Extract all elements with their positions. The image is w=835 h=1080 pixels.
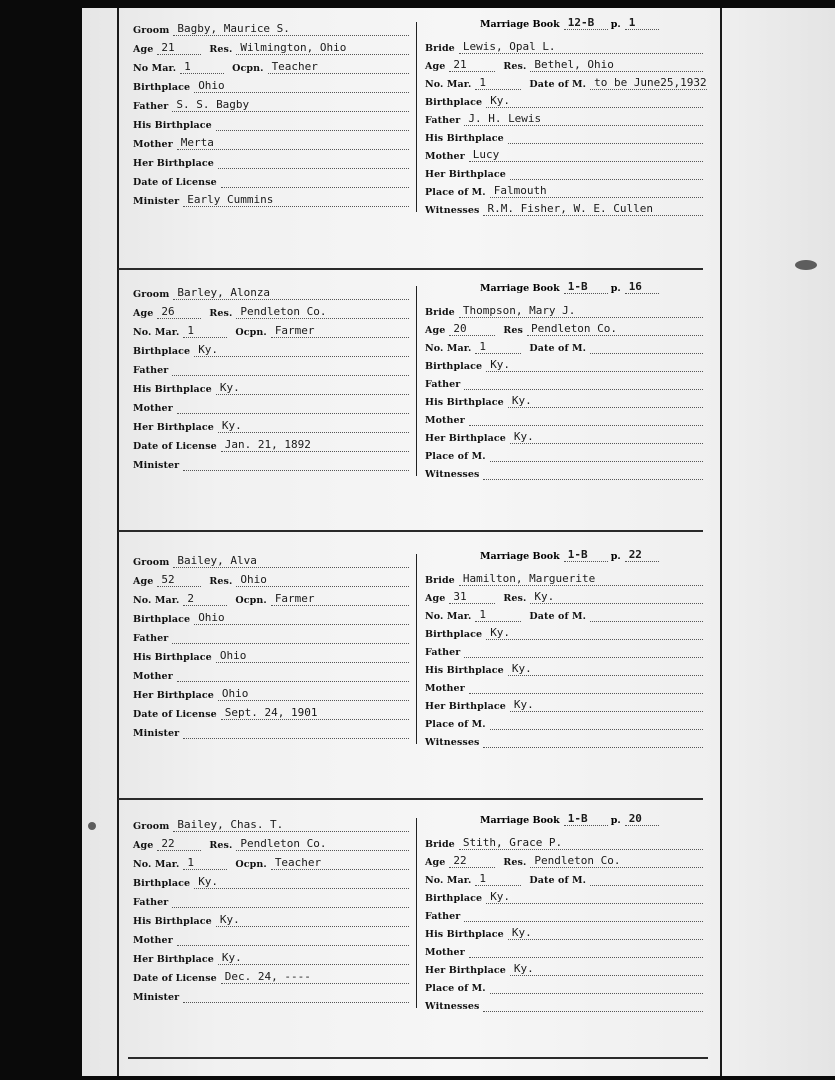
groom-ocpn-value: Teacher bbox=[271, 857, 409, 870]
bride-his-birthplace-row bbox=[425, 390, 703, 408]
bride-her-birthplace-label: Her Birthplace bbox=[425, 701, 506, 712]
bride-his-birthplace-label: His Birthplace bbox=[425, 665, 504, 676]
groom-date-of-license-label: Date of License bbox=[133, 441, 217, 452]
groom-mother-label: Mother bbox=[133, 671, 173, 682]
groom-minister-row bbox=[133, 721, 409, 739]
groom-mother-row bbox=[133, 132, 409, 150]
bride-birthplace-row bbox=[425, 622, 703, 640]
bride-place-of-m-row bbox=[425, 444, 703, 462]
record-separator bbox=[118, 268, 703, 270]
bride-date-of-m-value: to be June25,1932 bbox=[590, 77, 707, 90]
marriage-book-value: 1-B bbox=[564, 549, 608, 562]
bride-mother-value: Lucy bbox=[469, 149, 703, 162]
bride-date-of-m-label: Date of M. bbox=[529, 875, 587, 886]
bride-res-value: Pendleton Co. bbox=[527, 323, 703, 336]
bride-date-of-m-label: Date of M. bbox=[529, 611, 587, 622]
groom-no-mar-value: 1 bbox=[183, 325, 227, 338]
groom-date-of-license-row bbox=[133, 966, 409, 984]
groom-no-mar-label: No. Mar. bbox=[133, 859, 180, 870]
groom-no-mar-row bbox=[133, 56, 409, 74]
bride-no-mar-label: No. Mar. bbox=[425, 611, 472, 622]
groom-minister-row bbox=[133, 985, 409, 1003]
groom-mother-row bbox=[133, 396, 409, 414]
groom-res-value: Pendleton Co. bbox=[236, 306, 409, 319]
bride-birthplace-label: Birthplace bbox=[425, 97, 483, 108]
bride-witnesses-row bbox=[425, 730, 703, 748]
bride-value: Thompson, Mary J. bbox=[459, 305, 703, 318]
groom-mother-label: Mother bbox=[133, 935, 173, 946]
groom-birthplace-label: Birthplace bbox=[133, 878, 191, 889]
bride-her-birthplace-label: Her Birthplace bbox=[425, 433, 506, 444]
groom-date-of-license-value: Sept. 24, 1901 bbox=[221, 707, 409, 720]
bride-father-label: Father bbox=[425, 911, 461, 922]
page-value: 16 bbox=[625, 281, 659, 294]
bride-place-of-m-value: Falmouth bbox=[490, 185, 703, 198]
bride-his-birthplace-row bbox=[425, 922, 703, 940]
groom-birthplace-value: Ohio bbox=[194, 80, 409, 93]
groom-his-birthplace-value: Ky. bbox=[216, 914, 409, 927]
page-value: 1 bbox=[625, 17, 659, 30]
groom-ocpn-label: Ocpn. bbox=[235, 859, 267, 870]
bride-her-birthplace-label: Her Birthplace bbox=[425, 965, 506, 976]
groom-label: Groom bbox=[133, 821, 170, 832]
groom-minister-value bbox=[183, 470, 409, 471]
groom-age-row bbox=[133, 37, 409, 55]
groom-no-mar-row bbox=[133, 852, 409, 870]
bride-no-mar-label: No. Mar. bbox=[425, 875, 472, 886]
groom-value: Bailey, Alva bbox=[173, 555, 409, 568]
bride-no-mar-value: 1 bbox=[475, 341, 521, 354]
bride-value: Stith, Grace P. bbox=[459, 837, 703, 850]
bride-birthplace-value: Ky. bbox=[486, 891, 703, 904]
groom-his-birthplace-label: His Birthplace bbox=[133, 384, 212, 395]
marriage-book-value: 1-B bbox=[564, 281, 608, 294]
marriage-book-label: Marriage Book bbox=[480, 283, 560, 294]
bride-age-label: Age bbox=[425, 61, 446, 72]
groom-no-mar-row bbox=[133, 588, 409, 606]
groom-his-birthplace-value bbox=[216, 130, 409, 131]
groom-birthplace-label: Birthplace bbox=[133, 82, 191, 93]
groom-his-birthplace-row bbox=[133, 377, 409, 395]
column-divider bbox=[416, 22, 417, 212]
groom-res-label: Res. bbox=[209, 308, 233, 319]
bride-label: Bride bbox=[425, 575, 455, 586]
bride-res-value: Pendleton Co. bbox=[530, 855, 703, 868]
bride-res-value: Bethel, Ohio bbox=[530, 59, 703, 72]
groom-row bbox=[133, 814, 409, 832]
groom-her-birthplace-label: Her Birthplace bbox=[133, 422, 214, 433]
groom-minister-label: Minister bbox=[133, 728, 180, 739]
groom-father-value: S. S. Bagby bbox=[172, 99, 409, 112]
groom-father-label: Father bbox=[133, 633, 169, 644]
bride-her-birthplace-row bbox=[425, 162, 703, 180]
bride-father-label: Father bbox=[425, 647, 461, 658]
bride-mother-row bbox=[425, 144, 703, 162]
groom-his-birthplace-value: Ohio bbox=[216, 650, 409, 663]
bride-res-label: Res bbox=[503, 325, 523, 336]
bride-no-mar-row bbox=[425, 604, 703, 622]
marriage-book-value: 12-B bbox=[564, 17, 608, 30]
groom-res-label: Res. bbox=[209, 44, 233, 55]
right-margin-rule bbox=[720, 8, 722, 1076]
groom-value: Barley, Alonza bbox=[173, 287, 409, 300]
groom-her-birthplace-row bbox=[133, 947, 409, 965]
groom-ocpn-label: Ocpn. bbox=[232, 63, 264, 74]
bride-his-birthplace-label: His Birthplace bbox=[425, 397, 504, 408]
bride-father-row bbox=[425, 108, 703, 126]
groom-her-birthplace-value: Ky. bbox=[218, 952, 409, 965]
groom-label: Groom bbox=[133, 25, 170, 36]
groom-mother-row bbox=[133, 664, 409, 682]
bride-birthplace-label: Birthplace bbox=[425, 893, 483, 904]
groom-minister-label: Minister bbox=[133, 196, 180, 207]
groom-date-of-license-value bbox=[221, 187, 409, 188]
groom-birthplace-row bbox=[133, 75, 409, 93]
bride-value: Hamilton, Marguerite bbox=[459, 573, 703, 586]
bride-witnesses-label: Witnesses bbox=[425, 737, 480, 748]
bride-age-label: Age bbox=[425, 593, 446, 604]
bride-witnesses-value bbox=[483, 1011, 703, 1012]
bride-birthplace-label: Birthplace bbox=[425, 361, 483, 372]
groom-father-row bbox=[133, 626, 409, 644]
bride-age-label: Age bbox=[425, 857, 446, 868]
bride-row bbox=[425, 568, 703, 586]
bride-mother-row bbox=[425, 408, 703, 426]
marriage-book-ref bbox=[480, 276, 659, 294]
bride-his-birthplace-row bbox=[425, 126, 703, 144]
groom-minister-row bbox=[133, 453, 409, 471]
groom-minister-value bbox=[183, 738, 409, 739]
groom-her-birthplace-value: Ky. bbox=[218, 420, 409, 433]
groom-birthplace-label: Birthplace bbox=[133, 346, 191, 357]
bride-birthplace-row bbox=[425, 354, 703, 372]
groom-value: Bailey, Chas. T. bbox=[173, 819, 409, 832]
ink-smudge bbox=[88, 822, 96, 830]
groom-birthplace-value: Ky. bbox=[194, 876, 409, 889]
groom-mother-value: Merta bbox=[177, 137, 409, 150]
marriage-book-ref bbox=[480, 544, 659, 562]
groom-date-of-license-label: Date of License bbox=[133, 177, 217, 188]
bride-mother-row bbox=[425, 676, 703, 694]
groom-res-value: Ohio bbox=[236, 574, 409, 587]
bride-place-of-m-label: Place of M. bbox=[425, 451, 486, 462]
bride-label: Bride bbox=[425, 43, 455, 54]
groom-mother-label: Mother bbox=[133, 403, 173, 414]
bride-her-birthplace-row bbox=[425, 958, 703, 976]
groom-father-value bbox=[172, 907, 409, 908]
groom-no-mar-value: 1 bbox=[180, 61, 224, 74]
groom-date-of-license-value: Dec. 24, ---- bbox=[221, 971, 409, 984]
groom-mother-value bbox=[177, 681, 409, 682]
groom-her-birthplace-value bbox=[218, 168, 409, 169]
groom-minister-row bbox=[133, 189, 409, 207]
bride-witnesses-label: Witnesses bbox=[425, 205, 480, 216]
bride-father-label: Father bbox=[425, 379, 461, 390]
groom-father-label: Father bbox=[133, 101, 169, 112]
ink-smudge bbox=[795, 260, 817, 270]
groom-minister-value bbox=[183, 1002, 409, 1003]
groom-res-label: Res. bbox=[209, 840, 233, 851]
bride-mother-label: Mother bbox=[425, 415, 465, 426]
groom-father-label: Father bbox=[133, 897, 169, 908]
bride-witnesses-value bbox=[483, 479, 703, 480]
bride-her-birthplace-label: Her Birthplace bbox=[425, 169, 506, 180]
groom-no-mar-label: No Mar. bbox=[133, 63, 177, 74]
groom-birthplace-value: Ohio bbox=[194, 612, 409, 625]
page-value: 22 bbox=[625, 549, 659, 562]
groom-date-of-license-row bbox=[133, 434, 409, 452]
groom-his-birthplace-row bbox=[133, 909, 409, 927]
bride-date-of-m-label: Date of M. bbox=[529, 343, 587, 354]
groom-minister-value: Early Cummins bbox=[183, 194, 409, 207]
groom-minister-label: Minister bbox=[133, 460, 180, 471]
groom-label: Groom bbox=[133, 557, 170, 568]
groom-age-value: 21 bbox=[157, 42, 201, 55]
bride-his-birthplace-row bbox=[425, 658, 703, 676]
bride-age-label: Age bbox=[425, 325, 446, 336]
groom-ocpn-value: Farmer bbox=[271, 325, 409, 338]
bride-row bbox=[425, 300, 703, 318]
bride-age-row bbox=[425, 54, 703, 72]
bride-birthplace-row bbox=[425, 886, 703, 904]
bride-witnesses-value: R.M. Fisher, W. E. Cullen bbox=[483, 203, 703, 216]
groom-father-value bbox=[172, 375, 409, 376]
groom-age-label: Age bbox=[133, 576, 154, 587]
bride-row bbox=[425, 832, 703, 850]
bride-age-row bbox=[425, 586, 703, 604]
bride-res-label: Res. bbox=[503, 593, 527, 604]
bride-place-of-m-label: Place of M. bbox=[425, 983, 486, 994]
groom-mother-value bbox=[177, 413, 409, 414]
groom-father-row bbox=[133, 890, 409, 908]
groom-date-of-license-row bbox=[133, 702, 409, 720]
groom-no-mar-value: 1 bbox=[183, 857, 227, 870]
groom-birthplace-row bbox=[133, 339, 409, 357]
groom-age-value: 22 bbox=[157, 838, 201, 851]
groom-age-row bbox=[133, 301, 409, 319]
bride-place-of-m-row bbox=[425, 976, 703, 994]
bride-no-mar-value: 1 bbox=[475, 873, 521, 886]
marriage-book-ref bbox=[480, 12, 659, 30]
groom-row bbox=[133, 282, 409, 300]
page-label: p. bbox=[610, 815, 621, 826]
left-margin-rule bbox=[117, 8, 119, 1076]
bride-her-birthplace-value: Ky. bbox=[510, 699, 703, 712]
bride-age-value: 21 bbox=[449, 59, 495, 72]
bride-age-row bbox=[425, 850, 703, 868]
groom-his-birthplace-value: Ky. bbox=[216, 382, 409, 395]
groom-mother-label: Mother bbox=[133, 139, 173, 150]
groom-his-birthplace-row bbox=[133, 645, 409, 663]
bride-birthplace-row bbox=[425, 90, 703, 108]
bride-place-of-m-label: Place of M. bbox=[425, 719, 486, 730]
bride-age-value: 20 bbox=[449, 323, 495, 336]
groom-ocpn-label: Ocpn. bbox=[235, 595, 267, 606]
groom-age-value: 26 bbox=[157, 306, 201, 319]
groom-no-mar-label: No. Mar. bbox=[133, 327, 180, 338]
groom-ocpn-value: Farmer bbox=[271, 593, 409, 606]
groom-age-value: 52 bbox=[157, 574, 201, 587]
record-separator bbox=[118, 798, 703, 800]
groom-father-value bbox=[172, 643, 409, 644]
bride-res-label: Res. bbox=[503, 857, 527, 868]
groom-age-label: Age bbox=[133, 840, 154, 851]
groom-his-birthplace-label: His Birthplace bbox=[133, 916, 212, 927]
bride-label: Bride bbox=[425, 307, 455, 318]
bride-no-mar-row bbox=[425, 336, 703, 354]
bride-his-birthplace-value: Ky. bbox=[508, 927, 703, 940]
groom-age-label: Age bbox=[133, 308, 154, 319]
groom-her-birthplace-label: Her Birthplace bbox=[133, 954, 214, 965]
page-label: p. bbox=[610, 19, 621, 30]
bride-label: Bride bbox=[425, 839, 455, 850]
bride-mother-label: Mother bbox=[425, 683, 465, 694]
bride-witnesses-value bbox=[483, 747, 703, 748]
groom-mother-row bbox=[133, 928, 409, 946]
bride-father-row bbox=[425, 640, 703, 658]
groom-date-of-license-value: Jan. 21, 1892 bbox=[221, 439, 409, 452]
bride-row bbox=[425, 36, 703, 54]
groom-his-birthplace-label: His Birthplace bbox=[133, 652, 212, 663]
bride-birthplace-value: Ky. bbox=[486, 359, 703, 372]
groom-row bbox=[133, 550, 409, 568]
bride-birthplace-label: Birthplace bbox=[425, 629, 483, 640]
groom-birthplace-row bbox=[133, 607, 409, 625]
bride-his-birthplace-value: Ky. bbox=[508, 663, 703, 676]
bride-mother-label: Mother bbox=[425, 151, 465, 162]
groom-his-birthplace-row bbox=[133, 113, 409, 131]
bride-place-of-m-row bbox=[425, 180, 703, 198]
bride-place-of-m-label: Place of M. bbox=[425, 187, 486, 198]
column-divider bbox=[416, 818, 417, 1008]
bride-res-value: Ky. bbox=[530, 591, 703, 604]
bride-witnesses-row bbox=[425, 198, 703, 216]
bride-date-of-m-label: Date of M. bbox=[529, 79, 587, 90]
bride-his-birthplace-label: His Birthplace bbox=[425, 133, 504, 144]
bride-no-mar-row bbox=[425, 72, 707, 90]
bride-witnesses-label: Witnesses bbox=[425, 469, 480, 480]
bride-mother-row bbox=[425, 940, 703, 958]
record-separator bbox=[118, 530, 703, 532]
bride-her-birthplace-row bbox=[425, 694, 703, 712]
bride-birthplace-value: Ky. bbox=[486, 95, 703, 108]
groom-her-birthplace-label: Her Birthplace bbox=[133, 158, 214, 169]
bride-father-label: Father bbox=[425, 115, 461, 126]
groom-no-mar-value: 2 bbox=[183, 593, 227, 606]
groom-date-of-license-row bbox=[133, 170, 409, 188]
bride-his-birthplace-value: Ky. bbox=[508, 395, 703, 408]
groom-birthplace-value: Ky. bbox=[194, 344, 409, 357]
bride-value: Lewis, Opal L. bbox=[459, 41, 703, 54]
groom-no-mar-label: No. Mar. bbox=[133, 595, 180, 606]
bride-no-mar-row bbox=[425, 868, 703, 886]
marriage-book-label: Marriage Book bbox=[480, 815, 560, 826]
bride-her-birthplace-value: Ky. bbox=[510, 431, 703, 444]
bride-mother-label: Mother bbox=[425, 947, 465, 958]
groom-father-row bbox=[133, 94, 409, 112]
groom-date-of-license-label: Date of License bbox=[133, 973, 217, 984]
column-divider bbox=[416, 554, 417, 744]
groom-her-birthplace-row bbox=[133, 683, 409, 701]
groom-no-mar-row bbox=[133, 320, 409, 338]
bride-age-value: 31 bbox=[449, 591, 495, 604]
bride-no-mar-value: 1 bbox=[475, 609, 521, 622]
marriage-book-label: Marriage Book bbox=[480, 551, 560, 562]
marriage-book-label: Marriage Book bbox=[480, 19, 560, 30]
bride-no-mar-label: No. Mar. bbox=[425, 343, 472, 354]
groom-minister-label: Minister bbox=[133, 992, 180, 1003]
column-divider bbox=[416, 286, 417, 476]
bride-father-value: J. H. Lewis bbox=[464, 113, 703, 126]
groom-birthplace-row bbox=[133, 871, 409, 889]
groom-his-birthplace-label: His Birthplace bbox=[133, 120, 212, 131]
page-label: p. bbox=[610, 551, 621, 562]
groom-res-label: Res. bbox=[209, 576, 233, 587]
bride-witnesses-row bbox=[425, 462, 703, 480]
bride-birthplace-value: Ky. bbox=[486, 627, 703, 640]
groom-label: Groom bbox=[133, 289, 170, 300]
groom-birthplace-label: Birthplace bbox=[133, 614, 191, 625]
groom-father-label: Father bbox=[133, 365, 169, 376]
bride-witnesses-label: Witnesses bbox=[425, 1001, 480, 1012]
bride-her-birthplace-value: Ky. bbox=[510, 963, 703, 976]
bride-no-mar-label: No. Mar. bbox=[425, 79, 472, 90]
groom-age-row bbox=[133, 569, 409, 587]
bride-his-birthplace-label: His Birthplace bbox=[425, 929, 504, 940]
page-label: p. bbox=[610, 283, 621, 294]
groom-ocpn-value: Teacher bbox=[268, 61, 409, 74]
bride-age-value: 22 bbox=[449, 855, 495, 868]
bride-father-row bbox=[425, 372, 703, 390]
marriage-book-ref bbox=[480, 808, 659, 826]
marriage-book-value: 1-B bbox=[564, 813, 608, 826]
groom-mother-value bbox=[177, 945, 409, 946]
bride-father-row bbox=[425, 904, 703, 922]
bride-her-birthplace-row bbox=[425, 426, 703, 444]
bride-age-row bbox=[425, 318, 703, 336]
groom-age-label: Age bbox=[133, 44, 154, 55]
groom-value: Bagby, Maurice S. bbox=[173, 23, 409, 36]
groom-res-value: Pendleton Co. bbox=[236, 838, 409, 851]
bride-res-label: Res. bbox=[503, 61, 527, 72]
groom-age-row bbox=[133, 833, 409, 851]
groom-res-value: Wilmington, Ohio bbox=[236, 42, 409, 55]
groom-father-row bbox=[133, 358, 409, 376]
bride-no-mar-value: 1 bbox=[475, 77, 521, 90]
groom-her-birthplace-row bbox=[133, 415, 409, 433]
bride-witnesses-row bbox=[425, 994, 703, 1012]
groom-her-birthplace-label: Her Birthplace bbox=[133, 690, 214, 701]
page-value: 20 bbox=[625, 813, 659, 826]
bride-place-of-m-row bbox=[425, 712, 703, 730]
groom-her-birthplace-row bbox=[133, 151, 409, 169]
groom-ocpn-label: Ocpn. bbox=[235, 327, 267, 338]
groom-row bbox=[133, 18, 409, 36]
groom-date-of-license-label: Date of License bbox=[133, 709, 217, 720]
bottom-rule bbox=[128, 1057, 708, 1059]
groom-her-birthplace-value: Ohio bbox=[218, 688, 409, 701]
